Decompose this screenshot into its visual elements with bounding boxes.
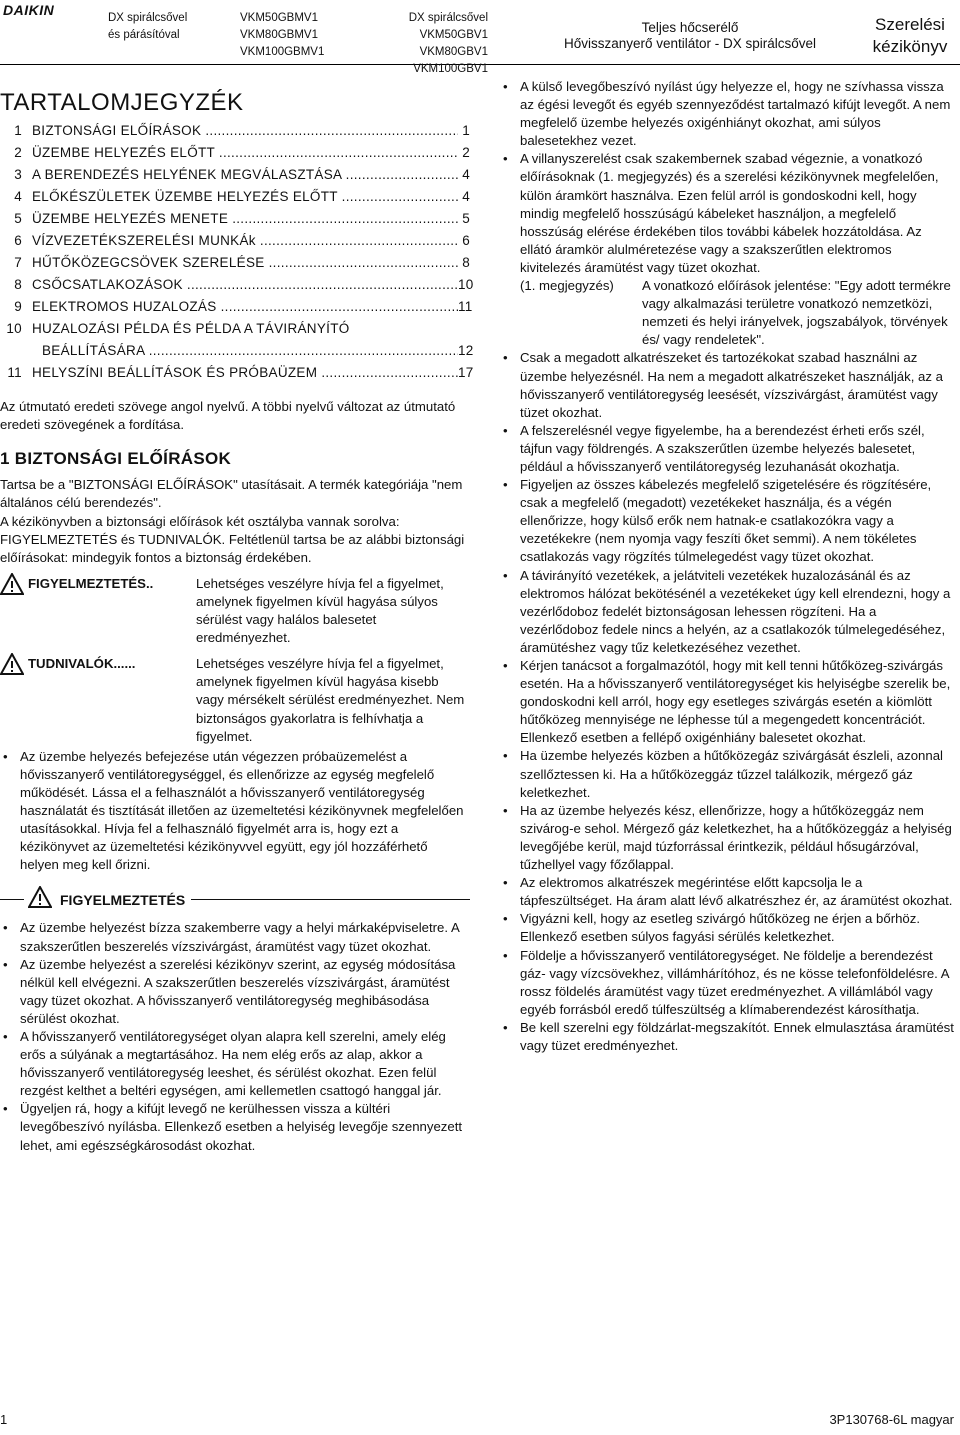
- header-models-a: [240, 10, 324, 61]
- toc-entry-continuation[interactable]: [0, 340, 474, 362]
- warning-text: Lehetséges veszélyre hívja fel a figyelmet, amelynek figyelmen kívül hagyása súlyos sérülést vagy halálos balesetet eredményezhet.: [196, 575, 444, 646]
- toc-number: 11: [7, 365, 22, 381]
- header-line: és párásítóval: [108, 29, 180, 41]
- toc-number: 4: [14, 189, 22, 205]
- list-item: • Ügyeljen rá, hogy a kifújt levegő ne kerülhessen vissza a kültéri levegőbeszívó nyílásba. Ellenkező esetben a helyiség levegője szennyezett lehet, ami egészségkárosodást okozhat.: [0, 1100, 470, 1154]
- list-item: • Az üzembe helyezés befejezése után végezzen próbaüzemelést a hővisszanyerő ventilátoregységgel, és ellenőrizze az egység megfelelő működését. Lássa el a felhasználót a hővisszanyerő ventilátoregység használatát és tisztítását illetően az üzemeltetési kézikönyvnek megfelelően utasításokkal. Hívja fel a felhasználó figyelmét arra is, hogy ezt a kézikönyvet az üzemeltetési kézikönyvvel együtt, egy jól hozzáférhető helyen meg kell őrizni.: [0, 748, 470, 875]
- divider: [0, 899, 24, 900]
- list-item: • Csak a megadott alkatrészeket és tartozékokat szabad használni az üzembe helyezésnél. Ha nem a megadott alkatrészeket használják, az a hővisszanyerő ventilátoregység leesését, vízszivárgást, áramütést vagy tüzet okozhat.: [500, 349, 955, 421]
- daikin-logo: [0, 0, 70, 20]
- toc-text: A BERENDEZÉS HELYÉNEK MEGVÁLASZTÁSA .....: [32, 164, 458, 186]
- list-item: • Az üzembe helyezést bízza szakemberre vagy a helyi márkaképviseletre. A szakszerűtlen beszerelés vízszivárgást, áramütést vagy tüzet okozhat.: [0, 919, 470, 955]
- warning-box-title: FIGYELMEZTETÉS: [60, 891, 186, 908]
- list-item: • A felszerelésnél vegye figyelembe, ha a berendezést érheti erős szél, tájfun vagy földrengés. A szakszerűtlen üzembe helyezés balesetet, például a hővisszanyerő ventilátoregység lezuhanását okozhatja.: [500, 422, 955, 476]
- list-item: • Kérjen tanácsot a forgalmazótól, hogy mit kell tenni hűtőközeg-szivárgás esetén. Ha a hővisszanyerő ventilátoregységet kis helyiségbe szerelik be, gondoskodni kell arról, hogy egy esetleges szivárgás esetén a kiömlött hűtőközeg mennyisége ne léphesse túl a megengedett koncentrációt. Ellenkező esetben a fellépő oxigénhiány balesetet okozhat.: [500, 657, 955, 747]
- divider: [191, 899, 470, 900]
- language-note: Az útmutató eredeti szövege angol nyelvű. A többi nyelvű változat az útmutató eredeti szövegének a fordítása.: [0, 399, 456, 433]
- toc-number: 2: [14, 145, 22, 161]
- bullet-list: [500, 78, 955, 1055]
- toc-text: HELYSZÍNI BEÁLLÍTÁSOK ÉS PRÓBAÜZEM .....: [32, 362, 458, 384]
- toc-page: 12: [458, 340, 470, 362]
- list-item: • A külső levegőbeszívó nyílást úgy helyezze el, hogy ne szívhassa vissza az égési levegőt és egyéb szennyeződést tartalmazó kifújt levegőt. A nem megfelelő üzembe helyezés oxigénhiányt okozhat, ami súlyos balesetekhez vezet.: [500, 78, 955, 150]
- toc-title: TARTALOMJEGYZÉK: [0, 89, 244, 116]
- toc-entry[interactable]: [0, 208, 470, 230]
- header-title-line1: Teljes hőcserélő: [641, 20, 739, 35]
- caution-definition: [0, 655, 470, 745]
- list-item: • Figyeljen az összes kábelezés megfelelő szigetelésére és rögzítésére, csak a megfelelő (megadott) vezetékeket használja, és a végén ellenőrizze, hogy külső erők nem hatnak-e csatlakozókra vagy a vezetékekre (nem nyomja vagy feszíti őket semmi). A nem tökéletes csatlakozás vagy rögzítés túlmelegedést vagy tüzet okozhat.: [500, 476, 955, 566]
- header-line: VKM50GBMV1: [240, 12, 318, 24]
- warning-label-group: [0, 575, 196, 647]
- list-item: • Ha az üzembe helyezés kész, ellenőrizze, hogy a hűtőközeggáz nem szivárog-e sehol. Mérgező gáz keletkezhet, ha a hűtőközeggáz a helyiség levegőjébe kerül, majd túzforrással érintkezik, például hősugárzóval, tűzhellyel vagy főzőlappal.: [500, 802, 955, 874]
- list-item: [500, 150, 955, 349]
- right-column: [500, 78, 955, 1055]
- header-line: DX spirálcsővel VKM50GBV1: [408, 12, 488, 41]
- toc-text: ELEKTROMOS HUZALOZÁS .....: [32, 296, 458, 318]
- toc-number: 7: [14, 255, 22, 271]
- footnote-text: A vonatkozó előírások jelentése: "Egy adott termékre vagy alkalmazási területre vonatkozó nemzetközi, nemzeti és helyi irányelvek, jogszabályok, törvények és/ vagy rendeletek".: [642, 278, 951, 348]
- toc-text: VÍZVEZETÉKSZERELÉSI MUNKÁk .....: [32, 230, 458, 252]
- toc-text: ELŐKÉSZÜLETEK ÜZEMBE HELYEZÉS ELŐTT .....: [32, 186, 458, 208]
- caution-label-group: [0, 655, 196, 745]
- list-item-text: • A villanyszerelést csak szakembernek szabad végeznie, a vonatkozó előírásoknak (1. megjegyzés) és a szerelési kézikönyvnek megfelelően, külön áramkört használva. Ezen felül arról is gondoskodni kell, hogy mindig megfelelő hosszúságú kábeleket használjon, a megfelelő hosszúság elérése érdekében tilos további kábelek hozzátoldása. Az ellátó áramkör alulméretezése vagy a szakszerűtlen elektromos kivitelezés áramütést vagy tüzet okozhat.: [520, 151, 939, 275]
- toc-text: HUZALOZÁSI PÉLDA ÉS PÉLDA A TÁVIRÁNYÍTÓ: [32, 321, 350, 337]
- brand-name: DAIKIN: [3, 2, 55, 18]
- header-line: VKM100GBV1: [413, 63, 488, 75]
- toc-page: 6: [458, 230, 470, 252]
- toc-text: BEÁLLÍTÁSÁRA .....: [42, 340, 458, 362]
- toc-entry[interactable]: [0, 120, 470, 142]
- toc-page: 5: [458, 208, 470, 230]
- list-item: • A hővisszanyerő ventilátoregységet olyan alapra kell szerelni, amely elég erős a súlyának a megtartásához. Ha nem elég erős az alap, akkor a hővisszanyerő ventilátoregység leeshet, és sérülést okozhat. Ezen felül rezgést kelthet a beltéri egységen, ami kellemetlen csattogó hanggal jár.: [0, 1028, 470, 1100]
- caution-label: TUDNIVALÓK......: [28, 656, 136, 672]
- header-doc-type-line: Szerelési: [875, 15, 945, 34]
- toc-entry[interactable]: [0, 362, 474, 384]
- header-line: DX spirálcsővel: [108, 12, 188, 24]
- toc-entry[interactable]: [0, 274, 474, 296]
- footnote-key: (1. megjegyzés): [520, 278, 614, 294]
- paragraph: Tartsa be a "BIZTONSÁGI ELŐÍRÁSOK" utasításait. A termék kategóriája "nem általános célú berendezés".: [0, 477, 463, 511]
- toc-entry[interactable]: [0, 142, 470, 164]
- toc-number: 10: [6, 321, 22, 337]
- header-models-b: [338, 10, 488, 78]
- list-item: • Ha üzembe helyezés közben a hűtőközegáz szivárgását észleli, azonnal szellőztessen ki. Ha a hűtőközeggáz tűzzel találkozik, mérgező gáz keletkezhet.: [500, 747, 955, 801]
- list-item: • A távirányító vezetékek, a jelátviteli vezetékek huzalozásánál és az elektromos hálózat bekötésénél a vezetékeket úgy kell elrendezni, hogy a vezérlődoboz fedelét biztonságosan lehessen rögzíteni. Ha a vezérlődoboz fedele nincs a helyén, az a csatlakozók túlmelegedéséhez, áramütéshez vagy tűz keletkezéséhez vezethet.: [500, 567, 955, 657]
- toc-number: 6: [14, 233, 22, 249]
- toc-text: HŰTŐKÖZEGCSÖVEK SZERELÉSE .....: [32, 252, 458, 274]
- header-line: VKM80GBV1: [419, 46, 488, 58]
- warning-definition: [0, 575, 470, 647]
- toc-entry[interactable]: [0, 296, 473, 318]
- header-title: [490, 20, 890, 52]
- bullet-list: [0, 748, 470, 875]
- toc-page: 11: [458, 296, 470, 318]
- warning-triangle-icon: [0, 573, 28, 600]
- toc-page: 2: [458, 142, 470, 164]
- toc-page: 17: [458, 362, 470, 384]
- list-item: • Vigyázni kell, hogy az esetleg szivárgó hűtőközeg ne érjen a bőrhöz. Ellenkező esetben súlyos fagyási sérülés keletkezhet.: [500, 910, 955, 946]
- warning-box-header: [0, 886, 470, 913]
- footnote: [520, 277, 955, 349]
- document-code: 3P130768-6L magyar: [829, 1412, 954, 1427]
- toc-page: 4: [458, 164, 470, 186]
- toc-text: BIZTONSÁGI ELŐÍRÁSOK .....: [32, 120, 458, 142]
- toc-entry[interactable]: [0, 230, 470, 252]
- toc-text: ÜZEMBE HELYEZÉS MENETE .....: [32, 208, 458, 230]
- page-header: [0, 0, 960, 75]
- warning-bullet-list: [0, 919, 470, 1154]
- list-item: • Az üzembe helyezést a szerelési kézikönyv szerint, az egység módosítása nélkül kell elvégezni. A szakszerűtlen beszerelés vízszivárgást, áramütést vagy tüzet okozhat. A hővisszanyerő ventilátoregység meghibásodása sérülést okozhat.: [0, 956, 470, 1028]
- toc-number: 9: [14, 299, 22, 315]
- header-doc-type: [860, 14, 960, 58]
- toc-number: 8: [14, 277, 22, 293]
- warning-triangle-icon: [0, 653, 28, 680]
- header-line: VKM100GBMV1: [240, 46, 325, 58]
- toc-text: CSŐCSATLAKOZÁSOK .....: [32, 274, 458, 296]
- toc-number: 5: [14, 211, 22, 227]
- header-line: VKM80GBMV1: [240, 29, 318, 41]
- page-number: 1: [0, 1412, 8, 1427]
- toc-page: 1: [458, 120, 470, 142]
- toc-page: 8: [458, 252, 470, 274]
- left-column: [0, 72, 474, 1155]
- list-item: • Földelje a hővisszanyerő ventilátoregységet. Ne földelje a berendezést gáz- vagy vízcsövekhez, villámhárítóhoz, és ne kösse telefonföldelésre. A rossz földelés áramütést vagy tüzet eredményezhet. A villámlából vagy egyéb forrásból eredő túlfeszültség a klímaberendezést károsíthatja.: [500, 947, 955, 1019]
- warning-triangle-icon: [24, 886, 56, 913]
- toc-page: 10: [458, 274, 470, 296]
- toc-entry[interactable]: [0, 164, 470, 186]
- list-item: • Be kell szerelni egy földzárlat-megszakítót. Ennek elmulasztása áramütést vagy tüzet eredményezhet.: [500, 1019, 955, 1055]
- warning-label: FIGYELMEZTETÉS..: [28, 575, 154, 591]
- list-item: • Az elektromos alkatrészek megérintése előtt kapcsolja le a tápfeszültséget. Ha áram alatt lévő alkatrészhez ér, az áramütést okozhat.: [500, 874, 955, 910]
- toc-entry[interactable]: [0, 318, 470, 340]
- toc-number: 3: [14, 167, 22, 183]
- paragraph: A kézikönyvben a biztonsági előírások két osztályba vannak sorolva: FIGYELMEZTETÉS és TUDNIVALÓK. Feltétlenül tartsa be az alábbi biztonsági előírásokat: mindegyik fontos a biztonság érdekében.: [0, 513, 465, 565]
- toc-page: 4: [458, 186, 470, 208]
- toc-entry[interactable]: [0, 186, 470, 208]
- caution-text: Lehetséges veszélyre hívja fel a figyelmet, amelynek figyelmen kívül hagyása kisebb vagy mérsékelt sérülést eredményezhet. Nem biztonságos gyakorlatra is felhívhatja a figyelmet.: [196, 656, 465, 744]
- header-title-line2: Hővisszanyerő ventilátor - DX spirálcsővel: [563, 36, 817, 51]
- toc-list: [0, 120, 474, 384]
- toc-entry[interactable]: [0, 252, 470, 274]
- toc-text: ÜZEMBE HELYEZÉS ELŐTT .....: [32, 142, 458, 164]
- header-doc-type-line: kézikönyv: [872, 37, 948, 56]
- section-title: 1 BIZTONSÁGI ELŐÍRÁSOK: [0, 449, 232, 469]
- header-product-type: [108, 10, 187, 44]
- toc-number: 1: [14, 123, 22, 139]
